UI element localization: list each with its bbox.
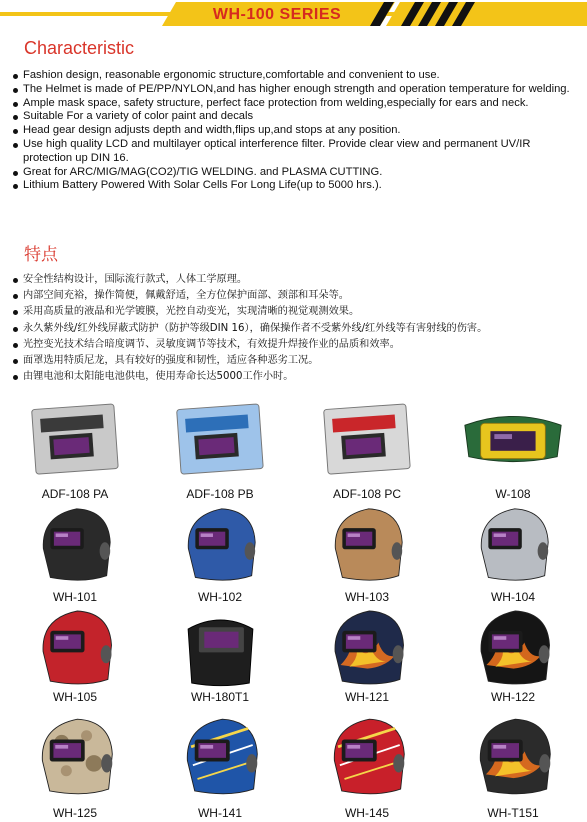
characteristic-title: Characteristic xyxy=(24,38,135,58)
product-model-label: WH-T151 xyxy=(487,806,539,820)
product-image xyxy=(147,710,293,802)
product-image xyxy=(2,398,148,482)
product-item xyxy=(2,500,148,606)
characteristic-item: Use high quality LCD and multilayer optical interference filter. Provide clear view and permanent UV/IR protection up DIN 16. xyxy=(12,138,577,166)
product-item xyxy=(2,710,148,822)
feature-cn-item: 光控变光技术结合暗度调节、灵敏度调节等技术，有效提升焊接作业的品质和效率。 xyxy=(12,337,577,353)
product-image xyxy=(294,710,440,802)
feature-cn-item: 内部空间充裕，操作简便，佩戴舒适，全方位保护面部、颈部和耳朵等。 xyxy=(12,288,577,304)
product-item xyxy=(2,398,148,503)
product-item xyxy=(147,398,293,503)
product-item xyxy=(440,710,586,822)
product-model-label: ADF-108 PB xyxy=(186,487,254,501)
product-model-label: WH-105 xyxy=(52,690,97,704)
product-model-label: WH-121 xyxy=(344,690,389,704)
characteristic-item: Head gear design adjusts depth and width,flips up,and stops at any position. xyxy=(12,124,577,138)
product-item xyxy=(294,710,440,822)
feature-cn-item: 由锂电池和太阳能电池供电，使用寿命长达5000工作小时。 xyxy=(12,369,577,385)
series-banner xyxy=(0,0,587,36)
product-image xyxy=(294,398,440,482)
product-model-label: WH-125 xyxy=(52,806,97,820)
product-image xyxy=(440,398,586,482)
feature-cn-item: 面罩选用特质尼龙，具有较好的强度和韧性，适应各种恶劣工况。 xyxy=(12,353,577,369)
product-image xyxy=(440,710,586,802)
product-image xyxy=(147,500,293,588)
product-image xyxy=(294,602,440,692)
product-item xyxy=(440,500,586,606)
product-image xyxy=(2,602,148,692)
product-image xyxy=(294,500,440,588)
product-item xyxy=(294,500,440,606)
product-image xyxy=(440,602,586,692)
product-model-label: W-108 xyxy=(495,487,531,501)
characteristic-item: The Helmet is made of PE/PP/NYLON,and has higher enough strength and operation temperature for welding. xyxy=(12,83,577,97)
product-model-label: ADF-108 PA xyxy=(41,487,109,501)
product-item xyxy=(294,602,440,706)
characteristic-list xyxy=(12,69,577,193)
product-model-label: WH-122 xyxy=(490,690,535,704)
feature-cn-item: 永久紫外线/红外线屏蔽式防护（防护等级DIN 16），确保操作者不受紫外线/红外线等有害射线的伤害。 xyxy=(12,321,577,337)
product-model-label: WH-102 xyxy=(197,590,242,604)
features-cn-title: 特点 xyxy=(24,245,58,265)
product-model-label: WH-141 xyxy=(197,806,242,820)
characteristic-item: Fashion design, reasonable ergonomic structure,comfortable and convenient to use. xyxy=(12,69,577,83)
product-item xyxy=(147,500,293,606)
product-image xyxy=(440,500,586,588)
feature-cn-item: 采用高质量的液晶和光学镀膜，光控自动变光，实现清晰的视觉观测效果。 xyxy=(12,304,577,320)
characteristic-item: Ample mask space, safety structure, perfect face protection from welding,especially for ears and neck. xyxy=(12,97,577,111)
feature-cn-item: 安全性结构设计，国际流行款式，人体工学原理。 xyxy=(12,272,577,288)
features-cn-list xyxy=(12,272,577,385)
product-item xyxy=(440,398,586,503)
characteristic-item: Great for ARC/MIG/MAG(CO2)/TIG WELDING. and PLASMA CUTTING. xyxy=(12,166,577,180)
characteristic-item: Lithium Battery Powered With Solar Cells For Long Life(up to 5000 hrs.). xyxy=(12,179,577,193)
product-model-label: WH-103 xyxy=(344,590,389,604)
product-image xyxy=(147,602,293,692)
product-model-label: WH-104 xyxy=(490,590,535,604)
product-model-label: WH-180T1 xyxy=(190,690,249,704)
characteristic-item: Suitable For a variety of color paint and decals xyxy=(12,110,577,124)
product-item xyxy=(294,398,440,503)
series-title: WH-100 SERIES xyxy=(212,6,342,23)
product-item xyxy=(440,602,586,706)
product-image xyxy=(2,500,148,588)
product-model-label: ADF-108 PC xyxy=(332,487,402,501)
product-item xyxy=(147,710,293,822)
product-model-label: WH-101 xyxy=(52,590,97,604)
product-item xyxy=(2,602,148,706)
product-image xyxy=(2,710,148,802)
product-item xyxy=(147,602,293,706)
product-image xyxy=(147,398,293,482)
product-model-label: WH-145 xyxy=(344,806,389,820)
